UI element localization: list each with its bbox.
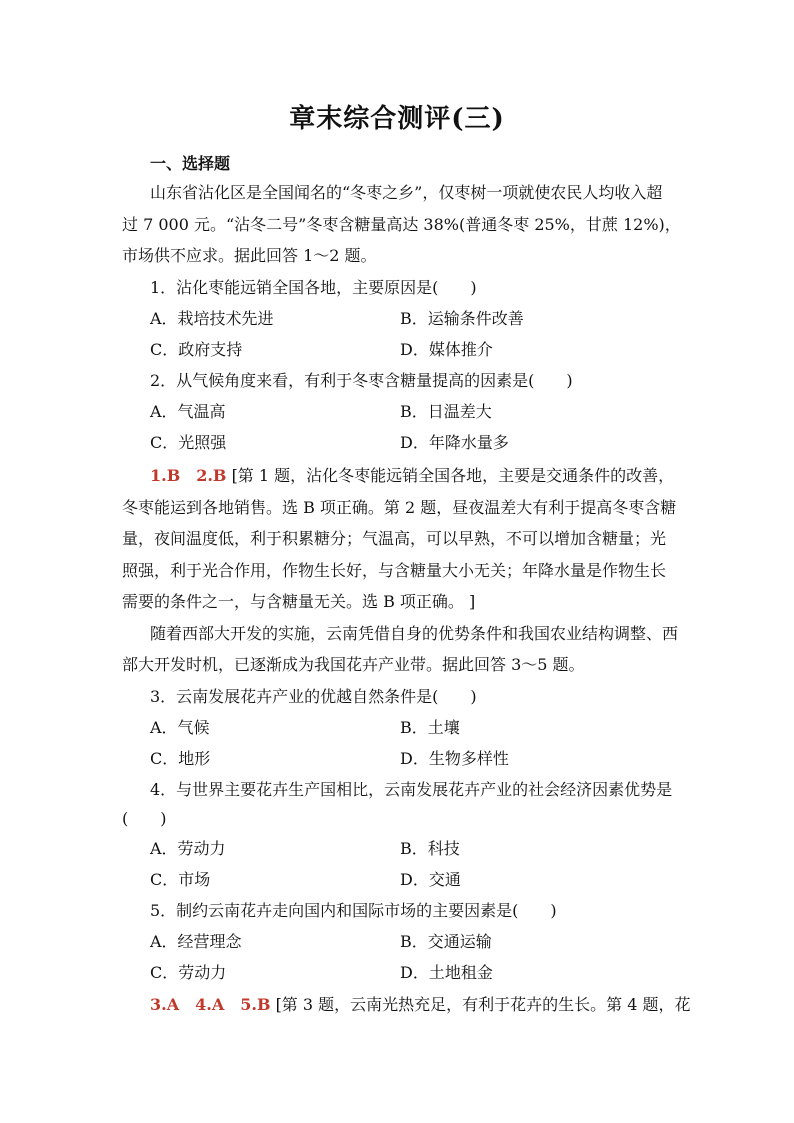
section-heading: 一、选择题 xyxy=(150,154,231,173)
question-3-option-c: C．地形 xyxy=(150,749,211,768)
question-4-option-d: D．交通 xyxy=(400,870,461,889)
question-1-stem: 1．沾化枣能远销全国各地，主要原因是( ) xyxy=(150,278,477,297)
question-5-option-c: C．劳动力 xyxy=(150,963,227,982)
answer-explanation-line: 需要的条件之一，与含糖量无关。选 B 项正确。 ] xyxy=(122,592,476,611)
question-3-stem: 3．云南发展花卉产业的优越自然条件是( ) xyxy=(150,687,477,706)
question-1-option-b: B．运输条件改善 xyxy=(400,309,524,328)
question-3-option-a: A．气候 xyxy=(150,718,210,737)
page-title: 章末综合测评(三) xyxy=(289,104,505,134)
question-2-option-b: B．日温差大 xyxy=(400,402,492,421)
answer-explanation-line: 量，夜间温度低，利于积累糖分；气温高，可以早熟，不可以增加含糖量；光 xyxy=(122,529,667,548)
answer-explanation: [第 3 题，云南光热充足，有利于花卉的生长。第 4 题，花 xyxy=(275,995,691,1014)
question-4-option-b: B．科技 xyxy=(400,839,460,858)
question-2-option-c: C．光照强 xyxy=(150,433,227,452)
question-5-option-a: A．经营理念 xyxy=(150,932,242,951)
question-1-option-d: D．媒体推介 xyxy=(400,340,493,359)
answer-explanation-line: 冬枣能运到各地销售。选 B 项正确。第 2 题，昼夜温差大有利于提高冬枣含糖 xyxy=(122,498,677,517)
question-1-option-a: A．栽培技术先进 xyxy=(150,309,274,328)
question-5-option-d: D．土地租金 xyxy=(400,963,493,982)
answer-keys: 1.B 2.B xyxy=(150,466,227,485)
answer-block-1-first-line xyxy=(150,465,674,487)
question-4-stem: 4．与世界主要花卉生产国相比，云南发展花卉产业的社会经济因素优势是 xyxy=(150,780,673,799)
question-1-option-c: C．政府支持 xyxy=(150,340,243,359)
question-2-stem: 2．从气候角度来看，有利于冬枣含糖量提高的因素是( ) xyxy=(150,371,573,390)
question-4-option-c: C．市场 xyxy=(150,870,211,889)
passage2-line: 部大开发时机，已逐渐成为我国花卉产业带。据此回答 3～5 题。 xyxy=(122,655,585,674)
question-2-option-a: A．气温高 xyxy=(150,402,226,421)
passage1-line: 市场供不应求。据此回答 1～2 题。 xyxy=(122,246,377,265)
answer-keys: 3.A 4.A 5.B xyxy=(150,995,271,1014)
passage1-line: 山东省沾化区是全国闻名的“冬枣之乡”，仅枣树一项就使农民人均收入超 xyxy=(150,183,663,202)
question-2-option-d: D．年降水量多 xyxy=(400,433,509,452)
question-4-stem-cont: ( ) xyxy=(122,809,167,828)
answer-block-2-first-line xyxy=(150,994,691,1016)
answer-explanation-line: 照强，利于光合作用，作物生长好，与含糖量大小无关；年降水量是作物生长 xyxy=(122,561,667,580)
passage2-line: 随着西部大开发的实施，云南凭借自身的优势条件和我国农业结构调整、西 xyxy=(150,624,679,643)
question-3-option-d: D．生物多样性 xyxy=(400,749,509,768)
answer-explanation: [第 1 题，沾化冬枣能远销全国各地，主要是交通条件的改善， xyxy=(231,466,675,485)
question-5-option-b: B．交通运输 xyxy=(400,932,492,951)
question-4-option-a: A．劳动力 xyxy=(150,839,226,858)
question-3-option-b: B．土壤 xyxy=(400,718,460,737)
passage1-line: 过 7 000 元。“沾冬二号”冬枣含糖量高达 38%(普通冬枣 25%，甘蔗 12%)， xyxy=(122,215,681,234)
question-5-stem: 5．制约云南花卉走向国内和国际市场的主要因素是( ) xyxy=(150,901,557,920)
